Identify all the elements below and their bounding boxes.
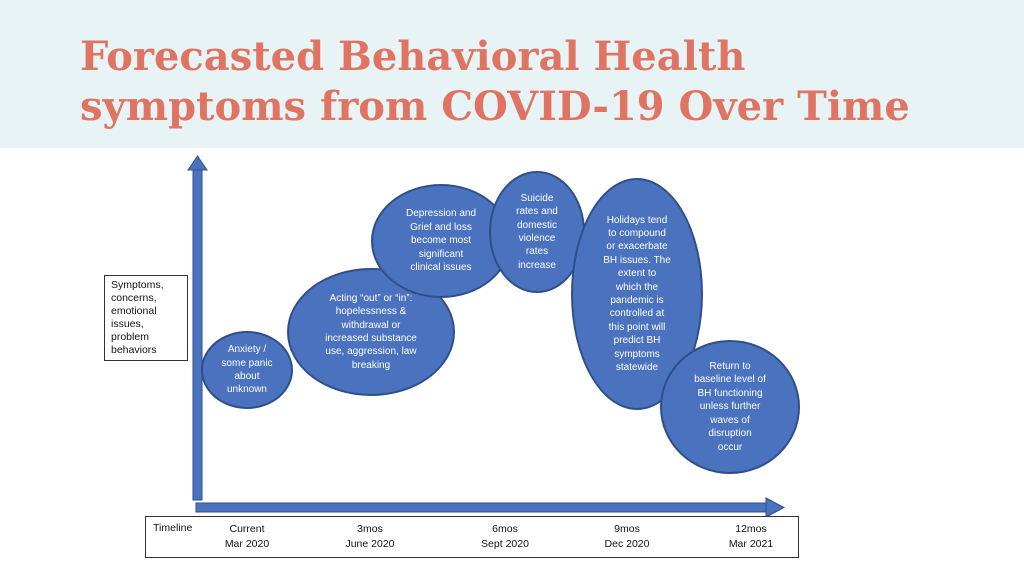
timeline-point-bottom: June 2020	[345, 538, 395, 550]
timeline-point-top: 9mos	[614, 523, 640, 535]
bubble-depression-grief-text: Depression and Grief and loss become most significant clinical issues	[405, 208, 477, 274]
timeline-point-bottom: Mar 2021	[728, 538, 774, 550]
timeline-label: Timeline	[153, 522, 193, 534]
bubble-anxiety-text: Anxiety / some panic about unknown	[221, 344, 273, 396]
timeline-point-12mos	[721, 522, 781, 552]
bubble-suicide-violence	[489, 171, 585, 293]
timeline-point-bottom: Dec 2020	[604, 538, 650, 550]
timeline-point-3mos	[338, 522, 402, 552]
bubble-suicide-violence-text: Suicide rates and domestic violence rates increase	[516, 192, 558, 271]
y-axis-shaft	[193, 168, 202, 500]
timeline-point-6mos	[473, 522, 537, 552]
timeline-point-current	[218, 522, 276, 552]
page-title	[80, 32, 910, 132]
bubble-return-baseline-text: Return to baseline level of BH functioning unless further waves of disruption occur	[694, 361, 766, 453]
timeline-point-bottom: Mar 2020	[224, 538, 270, 550]
timeline-point-top: 12mos	[735, 523, 767, 535]
bubble-anxiety	[201, 331, 293, 409]
timeline-point-top: 6mos	[492, 523, 518, 535]
timeline-point-top: Current	[229, 523, 265, 535]
y-axis-arrowhead	[188, 156, 207, 170]
bubble-holidays-text: Holidays tend to compound or exacerbate BH issues. The extent to which the pandemic is controlled at this point will predict BH symptoms statewide	[603, 214, 671, 374]
bubble-return-baseline	[660, 340, 800, 474]
timeline-point-top: 3mos	[357, 523, 383, 535]
x-axis-shaft	[196, 503, 768, 512]
bubble-acting-out-text: Acting “out” or “in”: hopelessness & withdrawal or increased substance use, aggression, law breaking	[325, 292, 417, 371]
x-axis-arrowhead	[766, 498, 784, 517]
timeline-point-bottom: Sept 2020	[481, 538, 529, 550]
timeline-box	[145, 516, 799, 558]
y-axis-label-box	[104, 275, 188, 361]
title-line-1: Forecasted Behavioral Health	[80, 33, 746, 80]
y-axis-label: Symptoms, concerns, emotional issues, problem behaviors	[111, 279, 164, 356]
title-line-2: symptoms from COVID-19 Over Time	[80, 83, 910, 130]
timeline-point-9mos	[597, 522, 657, 552]
